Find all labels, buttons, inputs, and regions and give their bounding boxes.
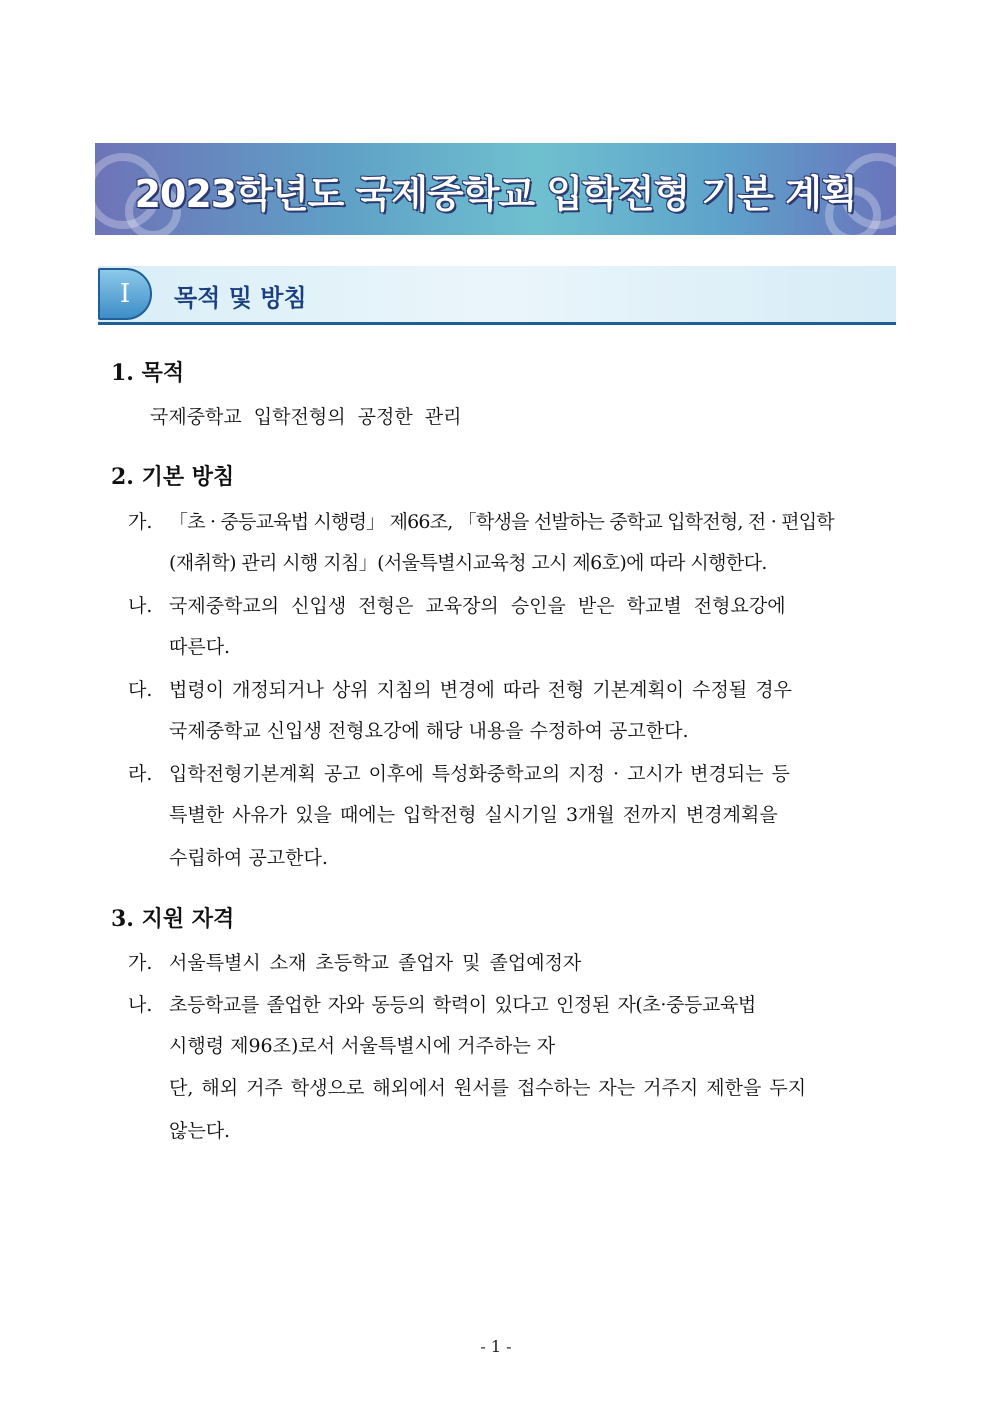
eligibility-item-na-line3: 단, 해외 거주 학생으로 해외에서 원서를 접수하는 자는 거주지 제한을 두지 <box>169 1077 807 1099</box>
purpose-text: 국제중학교 입학전형의 공정한 관리 <box>150 406 462 428</box>
policy-item-ra-line3: 수립하여 공고한다. <box>169 847 328 869</box>
eligibility-item-na-line2: 시행령 제96조)로서 서울특별시에 거주하는 자 <box>169 1035 556 1057</box>
policy-item-na-line2: 따른다. <box>169 636 231 658</box>
eligibility-item-na-line1: 초등학교를 졸업한 자와 동등의 학력이 있다고 인정된 자(초·중등교육법 <box>169 994 756 1016</box>
policy-item-ra-line2: 특별한 사유가 있을 때에는 입학전형 실시기일 3개월 전까지 변경계획을 <box>169 804 778 826</box>
heading-eligibility: 3. 지원 자격 <box>111 906 235 932</box>
policy-item-da-mark: 다. <box>128 679 153 701</box>
heading-purpose: 1. 목적 <box>111 360 185 386</box>
policy-item-ga-line1: 「초 · 중등교육법 시행령」 제66조, 「학생을 선발하는 중학교 입학전형, 전 · 편입학 <box>169 511 834 533</box>
policy-item-da-line1: 법령이 개정되거나 상위 지침의 변경에 따라 전형 기본계획이 수정될 경우 <box>169 679 792 701</box>
eligibility-item-na-mark: 나. <box>128 994 153 1016</box>
policy-item-na-line1: 국제중학교의 신입생 전형은 교육장의 승인을 받은 학교별 전형요강에 <box>169 595 786 617</box>
section-header <box>98 266 896 325</box>
policy-item-na-mark: 나. <box>128 595 153 617</box>
eligibility-item-ga-mark: 가. <box>128 952 153 974</box>
section-title: 목적 및 방침 <box>174 284 307 312</box>
policy-item-ra-line1: 입학전형기본계획 공고 이후에 특성화중학교의 지정 · 고시가 변경되는 등 <box>169 763 790 785</box>
policy-item-da-line2: 국제중학교 신입생 전형요강에 해당 내용을 수정하여 공고한다. <box>169 720 689 742</box>
policy-item-ga-mark: 가. <box>128 511 153 533</box>
section-number-badge: Ⅰ <box>98 268 152 320</box>
policy-item-ga-line2: (재취학) 관리 시행 지침」(서울특별시교육청 고시 제6호)에 따라 시행한다. <box>169 552 767 574</box>
title-banner <box>95 143 896 235</box>
eligibility-item-na-line4: 않는다. <box>169 1120 231 1142</box>
document-title: 2023학년도 국제중학교 입학전형 기본 계획 <box>134 172 857 216</box>
policy-item-ra-mark: 라. <box>128 763 153 785</box>
heading-basic-policy: 2. 기본 방침 <box>111 464 235 490</box>
page-number: - 1 - <box>480 1337 512 1356</box>
eligibility-item-ga-line1: 서울특별시 소재 초등학교 졸업자 및 졸업예정자 <box>169 952 582 974</box>
